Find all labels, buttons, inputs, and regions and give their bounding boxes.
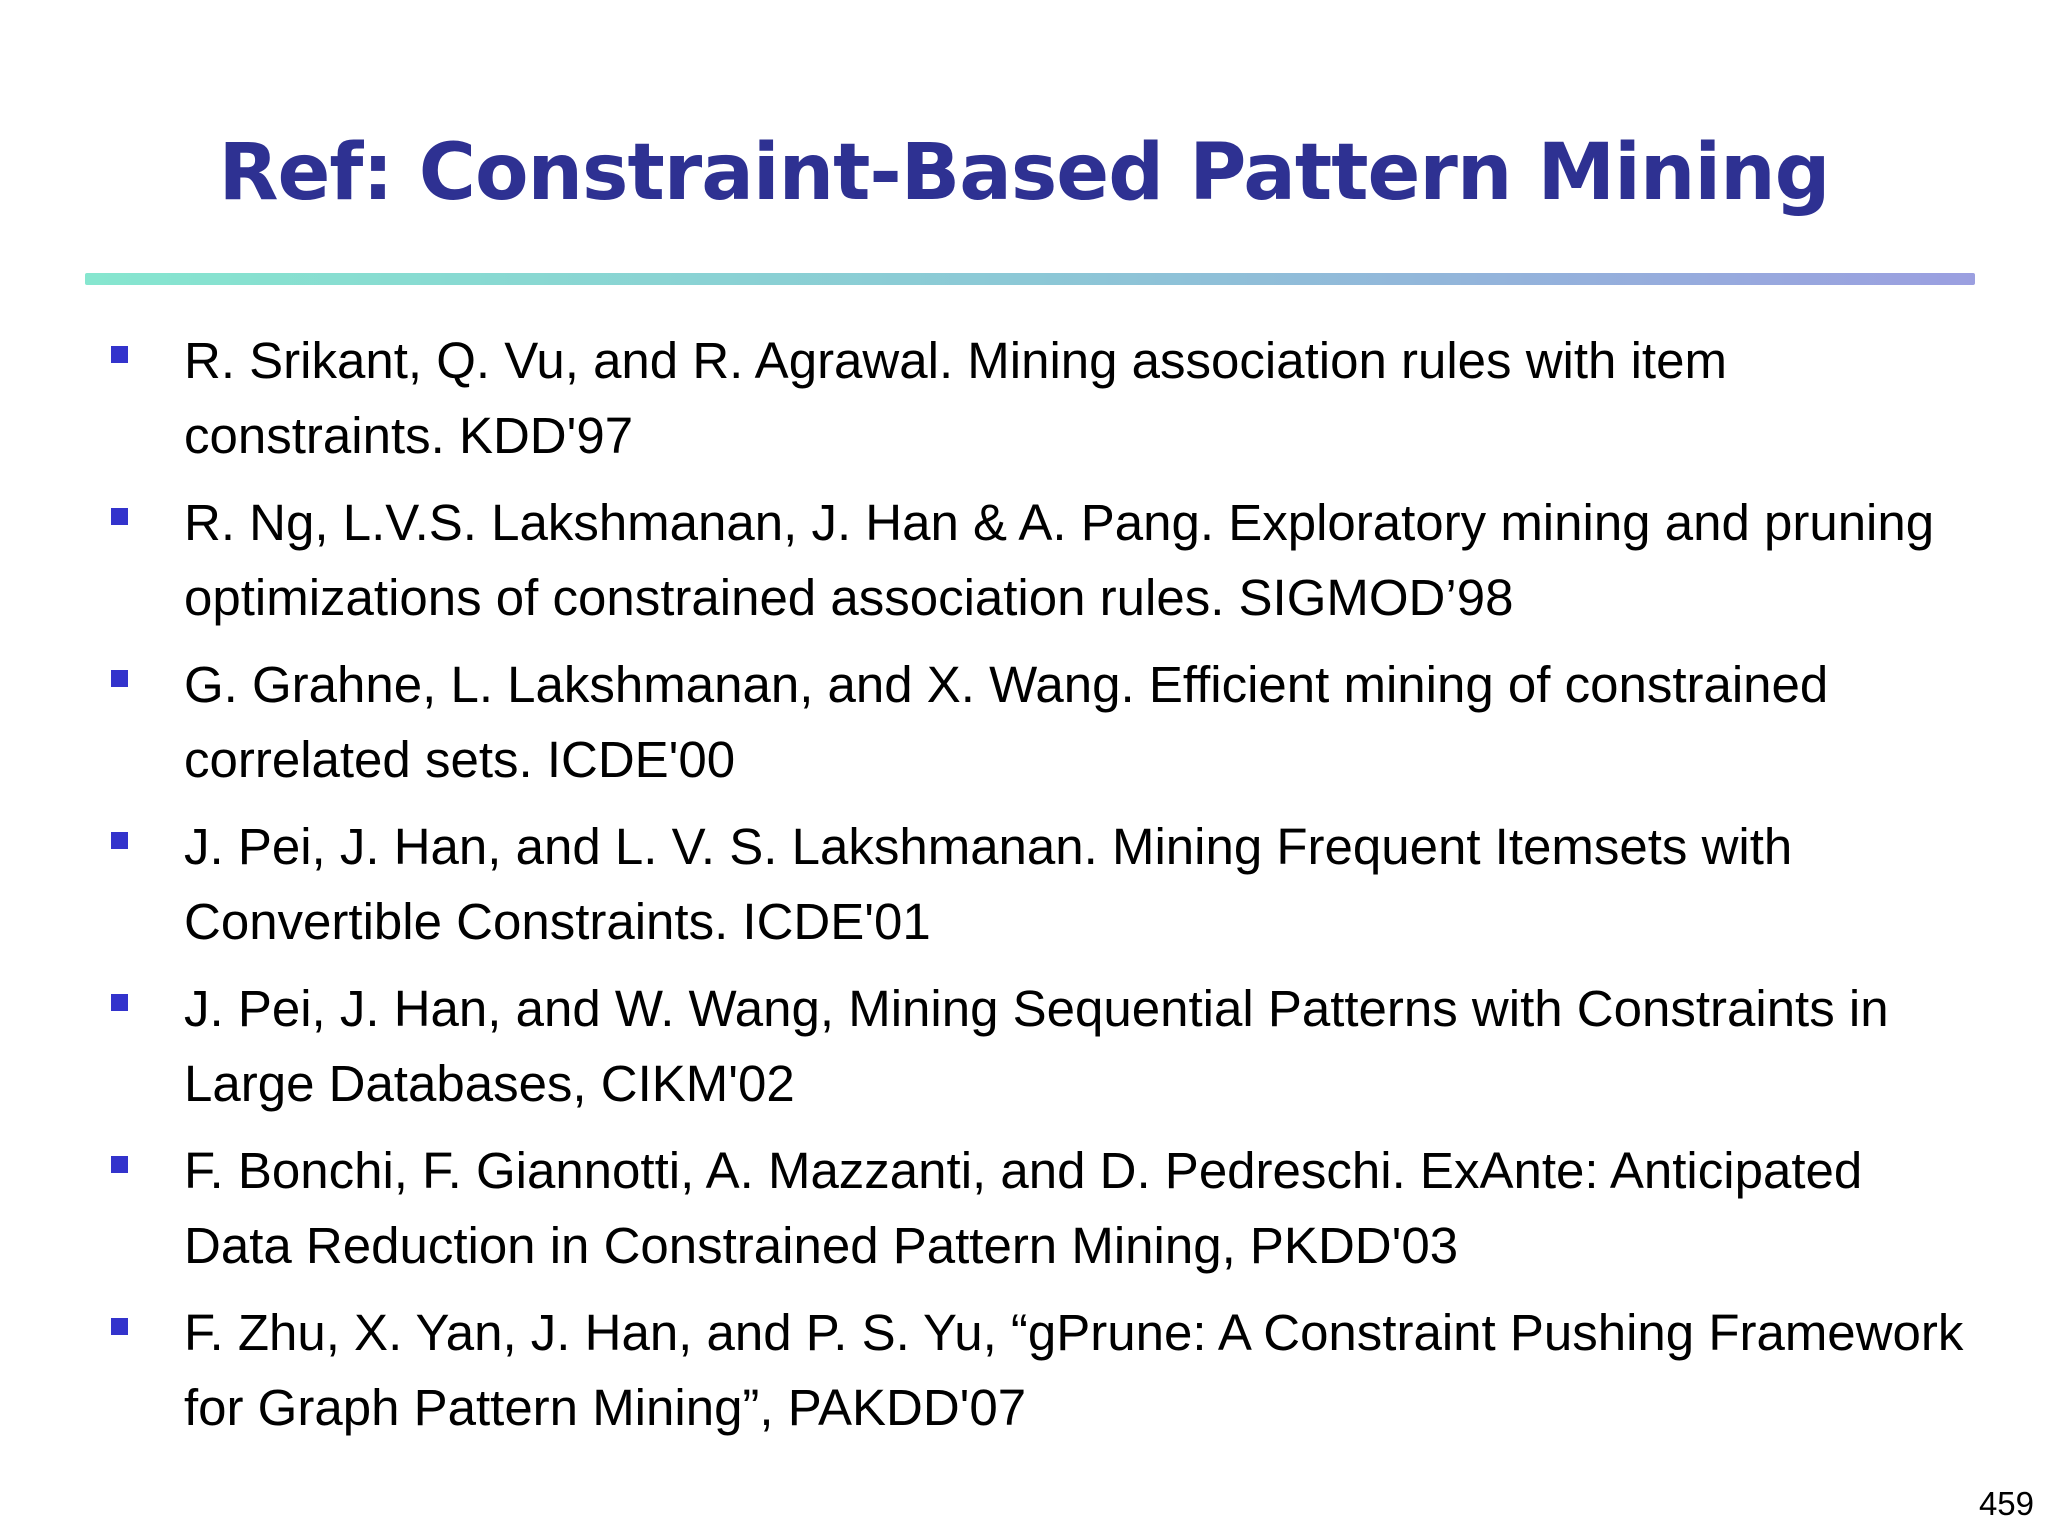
- square-bullet-icon: [111, 670, 128, 687]
- reference-item: [0, 485, 2048, 647]
- reference-item: [0, 647, 2048, 809]
- reference-text: J. Pei, J. Han, and L. V. S. Lakshmanan. Mining Frequent Itemsets with Convertible Constraints. ICDE'01: [184, 818, 1793, 950]
- reference-item: [0, 1295, 2048, 1457]
- reference-text: G. Grahne, L. Lakshmanan, and X. Wang. Efficient mining of constrained correlated sets. ICDE'00: [184, 656, 1829, 788]
- title-divider: [85, 273, 1975, 285]
- square-bullet-icon: [111, 508, 128, 525]
- reference-text: F. Zhu, X. Yan, J. Han, and P. S. Yu, “gPrune: A Constraint Pushing Framework for Graph Pattern Mining”, PAKDD'07: [184, 1304, 1964, 1436]
- square-bullet-icon: [111, 1156, 128, 1173]
- page-number: 459: [1978, 1485, 2034, 1522]
- reference-text: R. Srikant, Q. Vu, and R. Agrawal. Mining association rules with item constraints. KDD'97: [184, 332, 1727, 464]
- reference-item: [0, 323, 2048, 485]
- reference-list: [0, 323, 2048, 1457]
- reference-item: [0, 1133, 2048, 1295]
- square-bullet-icon: [111, 346, 128, 363]
- square-bullet-icon: [111, 832, 128, 849]
- square-bullet-icon: [111, 994, 128, 1011]
- reference-item: [0, 971, 2048, 1133]
- reference-text: J. Pei, J. Han, and W. Wang, Mining Sequential Patterns with Constraints in Large Databases, CIKM'02: [184, 980, 1889, 1112]
- reference-item: [0, 809, 2048, 971]
- reference-text: R. Ng, L.V.S. Lakshmanan, J. Han & A. Pang. Exploratory mining and pruning optimizations of constrained association rules. SIGMOD’98: [184, 494, 1935, 626]
- square-bullet-icon: [111, 1318, 128, 1335]
- slide-title: Ref: Constraint-Based Pattern Mining: [218, 128, 1830, 218]
- reference-text: F. Bonchi, F. Giannotti, A. Mazzanti, and D. Pedreschi. ExAnte: Anticipated Data Reduction in Constrained Pattern Mining, PKDD'03: [184, 1142, 1863, 1274]
